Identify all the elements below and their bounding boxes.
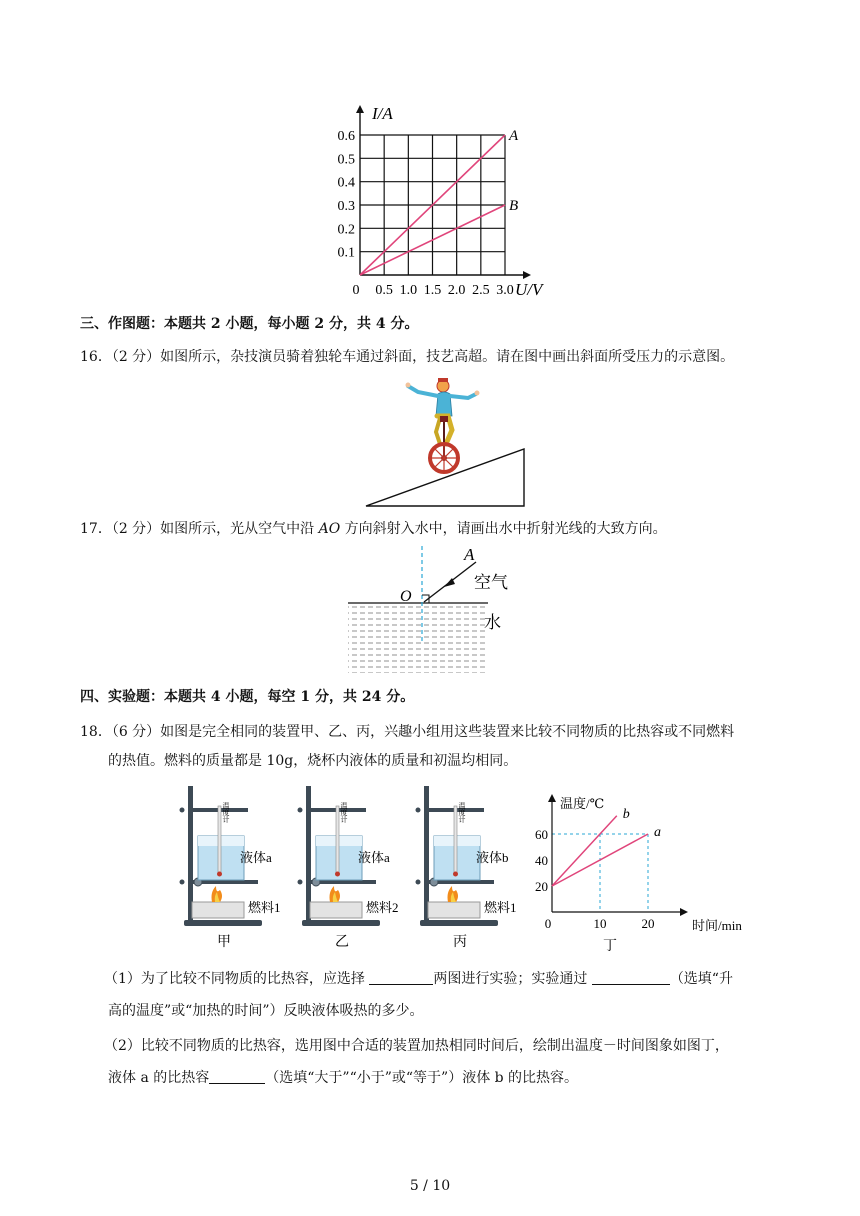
thermometer-label: 温度计 [458,802,466,823]
thermometer-bulb [335,872,340,877]
iu-x-tick-4: 2.5 [472,283,490,298]
thermometer-icon [218,806,221,874]
apparatus-row [170,782,550,952]
stand-knob [180,880,185,885]
answer-blank-3[interactable] [209,1069,265,1084]
iu-y-tick-4: 0.5 [337,152,355,168]
tc-series-line-b [552,816,617,886]
apparatus-2 [406,782,516,952]
tc-origin-label: 0 [544,916,552,931]
iu-y-tick-5: 0.6 [337,129,355,144]
iu-x-tick-1: 1.0 [399,283,418,298]
unicycle-wheel-icon [430,444,458,472]
q18-sub1-b: 两图进行实验；实验通过 [433,971,592,987]
thermometer-icon [454,806,457,874]
q18-sub2-line2 [108,1068,578,1088]
tc-axes [548,794,742,933]
tc-y-tick-0: 20 [535,879,548,894]
fuel-label: 燃料1 [248,900,281,915]
apparatus-caption: 丙 [453,935,467,950]
tc-x-tick-1: 20 [641,916,655,931]
stand-knob-top [180,808,185,813]
iu-x-tick-2: 1.5 [423,283,442,298]
iu-x-tick-3: 2.0 [447,283,466,298]
label-air: 空气 [474,573,508,592]
stand-knob-top [298,808,303,813]
apparatus-0 [170,782,280,952]
iu-x-arrow [523,271,531,279]
tc-guides [552,834,648,912]
q17-text-post: 方向斜射入水中，请画出水中折射光线的大致方向。 [340,521,667,537]
q18-sub2-line1: （2）比较不同物质的比热容，选用图中合适的装置加热相同时间后，绘制出温度－时间图象如图丁， [104,1038,729,1054]
iu-x-tick-5: 3.0 [496,283,514,298]
iu-x-label: U/V [515,280,543,299]
answer-blank-2[interactable] [592,970,670,985]
question-17-text [80,519,667,539]
tc-x-tick-0: 10 [593,916,607,931]
thermometer-bulb [217,872,222,877]
tc-series-label-b: b [622,806,630,822]
answer-blank-1[interactable] [369,970,433,985]
iu-chart [330,100,543,300]
iu-y-tick-3: 0.4 [337,175,355,191]
thermometer-bulb [453,872,458,877]
tc-y-tick-2: 60 [535,827,548,842]
q18-sub1-line1 [104,969,733,989]
tc-x-arrow [680,908,688,916]
tc-y-tick-1: 40 [535,853,548,868]
iu-y-tick-0: 0.1 [337,245,355,261]
question-16-text: 16．（2 分）如图所示，杂技演员骑着独轮车通过斜面，技艺高超。请在图中画出斜面所受压力的示意图。 [80,349,735,365]
page-number: 5 / 10 [409,1178,451,1194]
iu-series-label-B: B [509,198,519,214]
iu-y-tick-2: 0.3 [337,199,355,214]
iu-y-tick-1: 0.2 [337,222,355,238]
q17-text-pre: 17．（2 分）如图所示，光从空气中沿 [80,521,319,537]
iu-origin-label: 0 [352,283,360,298]
liquid-label: 液体a [240,850,272,865]
iu-x-tick-0: 0.5 [375,283,393,298]
iu-y-arrow [356,105,364,113]
liquid-label: 液体a [358,850,390,865]
thermometer-label: 温度计 [340,802,348,823]
stand-knob [298,880,303,885]
tc-caption: 丁 [603,939,617,954]
q18-sub1-a: （1）为了比较不同物质的比热容，应选择 [104,971,370,987]
iu-y-label: I/A [372,104,393,123]
apparatus-1 [288,782,398,952]
label-a: A [464,545,475,564]
q18-sub2-a: 液体 a 的比热容 [108,1070,210,1086]
tc-series-label-a: a [654,825,661,840]
stand-knob-top [416,808,421,813]
liquid-label: 液体b [476,850,509,865]
question-18-line2: 的热值。燃料的质量都是 10g，烧杯内液体的质量和初温均相同。 [108,753,518,769]
temperature-chart [530,790,742,954]
fuel-container [192,902,244,918]
fuel-label: 燃料2 [366,900,399,915]
apparatus-caption: 甲 [217,935,231,950]
label-o: O [400,588,412,605]
thermometer-icon [336,806,339,874]
stand-base [302,920,380,926]
q18-sub1-c: （选填“升 [669,971,733,987]
question-18-line1: 18．（6 分）如图是完全相同的装置甲、乙、丙，兴趣小组用这些装置来比较不同物质的比热容或不同燃料 [80,724,735,740]
tc-y-arrow [548,794,556,802]
fuel-container [428,902,480,918]
water-region [348,603,488,673]
q17-ao-label: AO [318,521,341,537]
stand-base [420,920,498,926]
stand-base [184,920,262,926]
thermometer-label: 温度计 [222,802,230,823]
refraction-figure [344,544,520,676]
q18-sub2-b: （选填“大于”“小于”或“等于”）液体 b 的比热容。 [265,1070,579,1086]
tc-y-label: 温度/℃ [560,796,605,811]
label-water: 水 [484,613,501,632]
stand-knob [416,880,421,885]
q18-sub1-line2: 高的温度”或“加热的时间”）反映液体吸热的多少。 [108,1003,424,1019]
iu-series-label-A: A [509,128,519,144]
tc-x-label: 时间/min [692,918,742,933]
section-3-heading: 三、作图题：本题共 2 小题，每小题 2 分，共 4 分。 [80,316,419,332]
tc-ticks [535,827,655,931]
tc-lines [552,807,661,954]
section-4-heading: 四、实验题：本题共 4 小题，每空 1 分，共 24 分。 [80,689,415,705]
fuel-container [310,902,362,918]
fuel-label: 燃料1 [484,900,517,915]
apparatus-caption: 乙 [335,935,349,950]
unicycle-slope-figure [360,372,530,510]
